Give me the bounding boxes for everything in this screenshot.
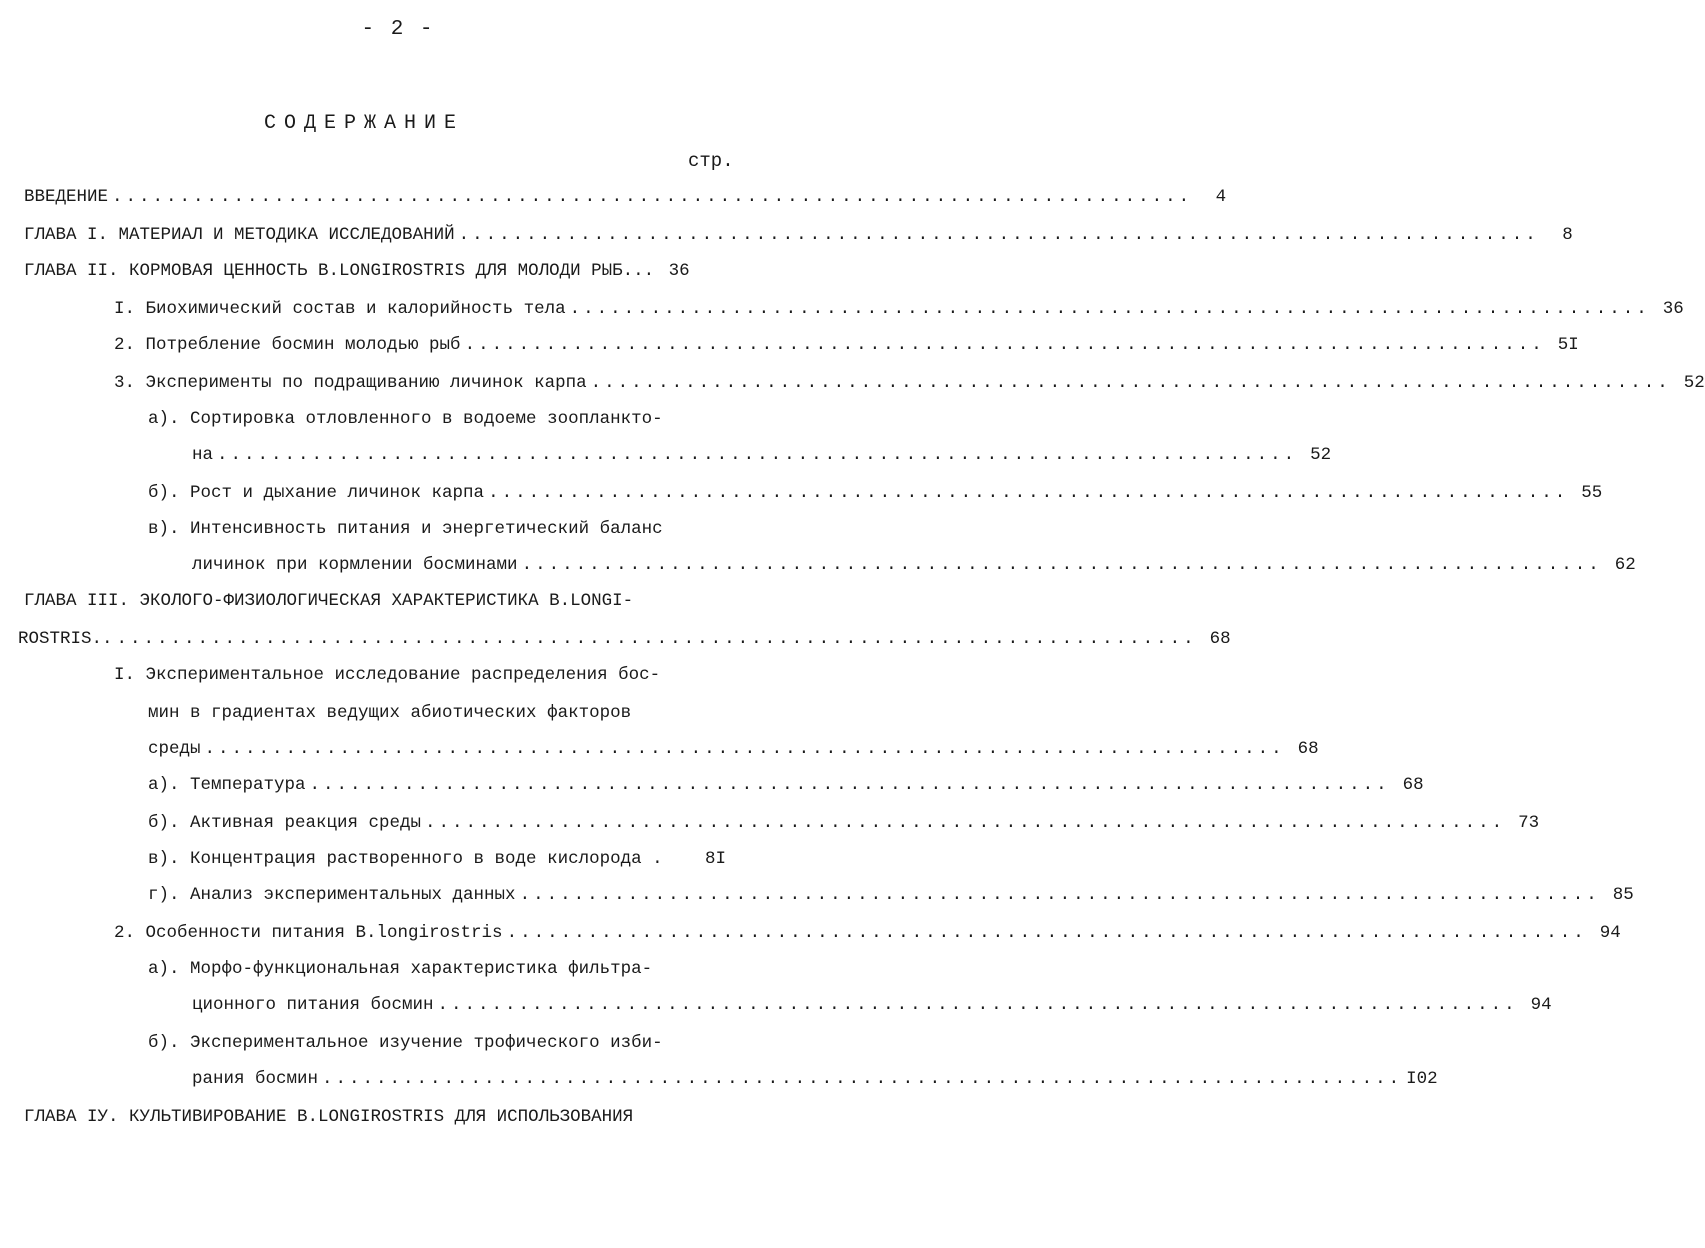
- toc-entry-page: 52: [1310, 445, 1332, 465]
- leader-dots: ................................................................................: [322, 1069, 1403, 1089]
- toc-entry: [24, 588, 633, 614]
- toc-entry-page: 52: [1683, 373, 1705, 393]
- toc-entry-text: а). Температура: [148, 775, 306, 795]
- toc-entry: [148, 516, 663, 542]
- toc-entry-page: 94: [1530, 995, 1552, 1015]
- toc-entry-text: а). Морфо-функциональная характеристика фильтра-: [148, 959, 653, 979]
- leader-dots: ................................................................................: [458, 225, 1539, 245]
- toc-entry-page: I02: [1406, 1069, 1438, 1089]
- toc-entry: [148, 956, 652, 982]
- leader-dots: ................................................................................: [521, 555, 1602, 575]
- toc-entry-page: 94: [1599, 923, 1621, 943]
- leader-dots: ................................................................................: [425, 813, 1506, 833]
- toc-entry: [192, 1066, 1438, 1092]
- toc-entry: [114, 332, 1579, 358]
- toc-entry: [148, 736, 1319, 762]
- toc-entry-text: ГЛАВА IУ. КУЛЬТИВИРОВАНИЕ B.LONGIROSTRIS ДЛЯ ИСПОЛЬЗОВАНИЯ: [24, 1107, 634, 1127]
- leader-dots: ................................................................................: [112, 187, 1193, 207]
- toc-entry-text: б). Рост и дыхание личинок карпа: [148, 483, 485, 503]
- toc-entry-text: ROSTRIS..: [18, 629, 113, 649]
- toc-entry-text: б). Экспериментальное изучение трофического изби-: [148, 1033, 663, 1053]
- toc-entry: [24, 258, 724, 284]
- toc-entry-text: 2. Особенности питания B.longirostris: [114, 923, 503, 943]
- toc-entry-page: 36: [668, 261, 690, 281]
- toc-entry-text: ГЛАВА I. МАТЕРИАЛ И МЕТОДИКА ИССЛЕДОВАНИЙ: [24, 225, 455, 245]
- toc-entry-text: 2. Потребление босмин молодью рыб: [114, 335, 461, 355]
- toc-entry-text: б). Активная реакция среды: [148, 813, 422, 833]
- toc-entry-text: рания босмин: [192, 1069, 319, 1089]
- toc-entry: [148, 406, 663, 432]
- toc-entry-text: г). Анализ экспериментальных данных: [148, 885, 516, 905]
- toc-entry: [192, 552, 1636, 578]
- leader-dots: ................................................................................: [569, 299, 1650, 319]
- toc-entry: [148, 846, 726, 872]
- toc-entry-page: 8: [1562, 225, 1573, 245]
- toc-title: СОДЕРЖАНИЕ: [263, 112, 465, 135]
- leader-dots: ................................................................................: [116, 629, 1197, 649]
- toc-entry: [148, 480, 1603, 506]
- leader-dots: ................................................................................: [488, 483, 1569, 503]
- toc-entry-text: ГЛАВА III. ЭКОЛОГО-ФИЗИОЛОГИЧЕСКАЯ ХАРАКТЕРИСТИКА B.LONGI-: [24, 591, 634, 611]
- toc-entry-text: в). Концентрация растворенного в воде кислорода .: [148, 849, 663, 869]
- toc-entry-text: ГЛАВА II. КОРМОВАЯ ЦЕННОСТЬ B.LONGIROSTRIS ДЛЯ МОЛОДИ РЫБ...: [24, 261, 655, 281]
- toc-entry: [114, 662, 660, 688]
- leader-dots: ................................................................................: [309, 775, 1390, 795]
- toc-entry-page: 36: [1662, 299, 1684, 319]
- toc-entry-text: мин в градиентах ведущих абиотических факторов: [148, 703, 632, 723]
- toc-entry: [24, 222, 1573, 248]
- toc-entry: [114, 920, 1621, 946]
- toc-entry: [114, 370, 1705, 396]
- leader-dots: ................................................................................: [464, 335, 1545, 355]
- toc-entry: [148, 1030, 663, 1056]
- toc-entry-text: а). Сортировка отловленного в водоеме зоопланкто-: [148, 409, 663, 429]
- toc-entry-page: 68: [1297, 739, 1319, 759]
- toc-entry-page: 55: [1581, 483, 1603, 503]
- toc-entry: [148, 772, 1424, 798]
- page-number: - 2 -: [361, 18, 435, 41]
- page-column-label: стр.: [688, 150, 734, 172]
- toc-entry: [24, 184, 1227, 210]
- toc-entry-page: 62: [1614, 555, 1636, 575]
- leader-dots: ................................................................................: [217, 445, 1298, 465]
- toc-entry-text: в). Интенсивность питания и энергетический баланс: [148, 519, 663, 539]
- toc-entry-page: 85: [1612, 885, 1634, 905]
- toc-entry-text: на: [192, 445, 214, 465]
- leader-dots: ................................................................................: [519, 885, 1600, 905]
- toc-entry: [18, 626, 1231, 652]
- toc-entry: [148, 810, 1540, 836]
- toc-entry-text: личинок при кормлении босминами: [192, 555, 518, 575]
- toc-entry-text: ВВЕДЕНИЕ: [24, 187, 109, 207]
- toc-entry: [114, 296, 1684, 322]
- toc-entry-page: 4: [1215, 187, 1227, 207]
- toc-entry-text: I. Экспериментальное исследование распределения бос-: [114, 665, 661, 685]
- toc-entry-text: ционного питания босмин: [192, 995, 434, 1015]
- toc-entry-text: 3. Эксперименты по подращиванию личинок карпа: [114, 373, 587, 393]
- toc-entry: [192, 442, 1332, 468]
- toc-entry: [148, 700, 631, 726]
- leader-dots: ................................................................................: [437, 995, 1518, 1015]
- toc-entry-page: 73: [1518, 813, 1540, 833]
- toc-entry-page: 68: [1402, 775, 1424, 795]
- toc-entry: [24, 1104, 633, 1130]
- toc-entry-text: среды: [148, 739, 201, 759]
- toc-entry-page: 68: [1209, 629, 1231, 649]
- toc-entry: [192, 992, 1552, 1018]
- leader-dots: ................................................................................: [590, 373, 1671, 393]
- leader-dots: ................................................................................: [204, 739, 1285, 759]
- toc-entry-page: 8I: [704, 849, 726, 869]
- toc-entry-text: I. Биохимический состав и калорийность тела: [114, 299, 566, 319]
- toc-entry: [148, 882, 1634, 908]
- toc-entry-page: 5I: [1557, 335, 1579, 355]
- leader-dots: ................................................................................: [506, 923, 1587, 943]
